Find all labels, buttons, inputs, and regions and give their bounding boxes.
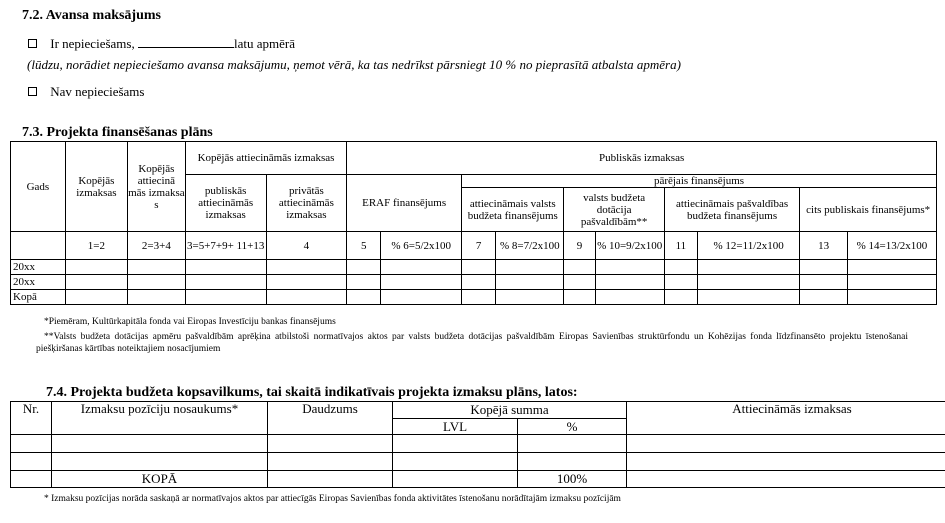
advance-needed-option[interactable] xyxy=(28,35,295,52)
hdr-gads: Gads xyxy=(11,142,66,232)
hdr-pct: % xyxy=(518,419,627,435)
footnote-2: **Valsts budžeta dotācijas apmēru pašvaldībām aprēķina atbilstoši normatīvajos aktos par valsts budžeta dotācijas pašvaldībām Eiropas Savienības struktūrfondu un Kohēzijas fonda līdzfinansēto projektu īstenošanai piešķiršanas kārtības noteiktajiem nosacījumiem xyxy=(36,332,908,354)
hdr-eraf: ERAF finansējums xyxy=(347,175,462,232)
advance-not-needed-option[interactable] xyxy=(28,84,144,100)
formula-cell: 2=3+4 xyxy=(127,232,185,260)
hdr-nr: Nr. xyxy=(11,402,52,435)
hdr-privatas-attiec: privātās attiecināmās izmaksas xyxy=(266,175,347,232)
advance-amount-field[interactable] xyxy=(138,35,234,48)
row-label: 20xx xyxy=(11,260,66,275)
formula-cell: % 14=13/2x100 xyxy=(847,232,936,260)
formula-cell: 3=5+7+9+ 11+13 xyxy=(185,232,266,260)
financing-plan-table xyxy=(10,141,937,305)
hdr-qty: Daudzums xyxy=(268,402,393,435)
hdr-lvl: LVL xyxy=(393,419,518,435)
footnote-74: * Izmaksu pozīcijas norāda saskaņā ar normatīvajos aktos par attiecīgās Eiropas Savienības fonda aktivitātes īstenošanu norādītajām izmaksu pozīcijām xyxy=(44,494,621,504)
row-label: Kopā xyxy=(11,290,66,305)
hdr-publiskas-attiec: publiskās attiecināmās izmaksas xyxy=(185,175,266,232)
advance-needed-label: Ir nepieciešams, xyxy=(50,36,135,51)
hdr-attiec: Attiecināmās izmaksas xyxy=(627,402,945,435)
footnote-1: *Piemēram, Kultūrkapitāla fonda vai Eiropas Investīciju bankas finansējums xyxy=(44,317,336,327)
table-row xyxy=(11,453,945,471)
row-label: 20xx xyxy=(11,275,66,290)
hdr-dotacija: valsts budžeta dotācija pašvaldībām** xyxy=(564,188,664,232)
table-row xyxy=(11,471,945,488)
checkbox-icon[interactable] xyxy=(28,87,37,96)
hdr-valsts-budz: attiecināmais valsts budžeta finansējums xyxy=(462,188,564,232)
total-pct: 100% xyxy=(518,471,627,488)
hdr-kop-attiec-group: Kopējās attiecināmās izmaksas xyxy=(185,142,346,175)
section-74-title: 7.4. Projekta budžeta kopsavilkums, tai skaitā indikatīvais projekta izmaksu plāns, latos: xyxy=(46,385,578,400)
formula-cell: 9 xyxy=(564,232,595,260)
total-label: KOPĀ xyxy=(52,471,268,488)
budget-summary-table xyxy=(10,401,945,488)
formula-cell: 7 xyxy=(462,232,496,260)
formula-cell: % 6=5/2x100 xyxy=(381,232,462,260)
table-row xyxy=(11,275,937,290)
formula-cell: 5 xyxy=(347,232,381,260)
table-row xyxy=(11,290,937,305)
hdr-kopejas: Kopējās izmaksas xyxy=(65,142,127,232)
hdr-pasv-budz: attiecināmais pašvaldības budžeta finansējums xyxy=(664,188,800,232)
hdr-parejais: pārējais finansējums xyxy=(462,175,937,188)
hdr-name: Izmaksu pozīciju nosaukums* xyxy=(52,402,268,435)
advance-unit-label: latu apmērā xyxy=(233,36,295,51)
table-row xyxy=(11,435,945,453)
formula-cell: 13 xyxy=(800,232,848,260)
formula-cell: % 12=11/2x100 xyxy=(697,232,799,260)
formula-cell: % 8=7/2x100 xyxy=(496,232,564,260)
advance-note: (lūdzu, norādiet nepieciešamo avansa maksājumu, ņemot vērā, ka tas nedrīkst pārsniegt 10 % no pieprasītā atbalsta apmēra) xyxy=(27,57,681,72)
checkbox-icon[interactable] xyxy=(28,39,37,48)
formula-cell: % 10=9/2x100 xyxy=(595,232,664,260)
hdr-cits: cits publiskais finansējums* xyxy=(800,188,937,232)
hdr-publiskas: Publiskās izmaksas xyxy=(347,142,937,175)
formula-cell: 1=2 xyxy=(65,232,127,260)
table-row xyxy=(11,260,937,275)
advance-not-needed-label: Nav nepieciešams xyxy=(50,84,145,99)
formula-cell: 4 xyxy=(266,232,347,260)
formula-cell: 11 xyxy=(664,232,697,260)
section-72-title: 7.2. Avansa maksājums xyxy=(22,8,161,23)
hdr-total: Kopējā summa xyxy=(393,402,627,419)
section-73-title: 7.3. Projekta finansēšanas plāns xyxy=(22,125,213,140)
hdr-kop-attiec: Kopējās attiecinā mās izmaksa s xyxy=(127,142,185,232)
formula-empty xyxy=(11,232,66,260)
